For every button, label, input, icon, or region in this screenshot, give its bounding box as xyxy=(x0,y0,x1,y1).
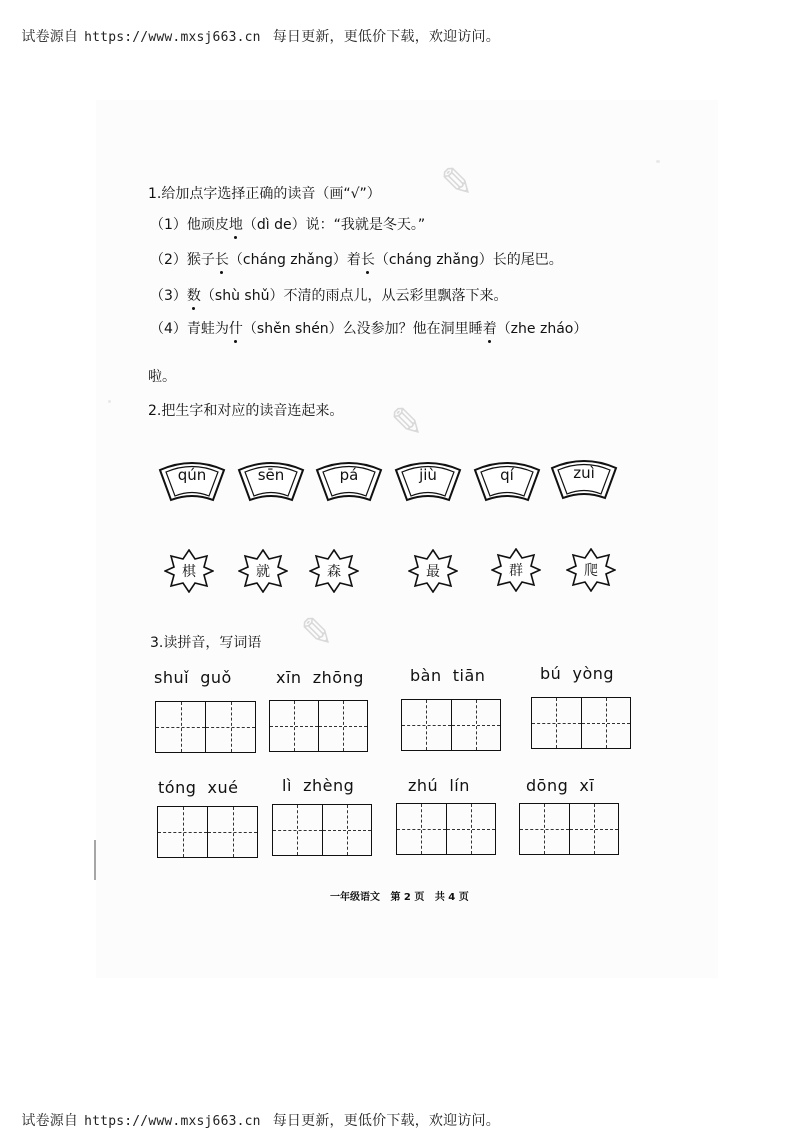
footer-banner xyxy=(12,1094,500,1130)
dotted-char: 长 xyxy=(214,252,229,268)
pinyin-card-label: qún xyxy=(177,466,207,484)
dotted-char: 着 xyxy=(482,321,497,337)
pinyin-label: lì zhèng xyxy=(282,776,355,795)
banner-slogan: 每日更新，更低价下载，欢迎访问。 xyxy=(272,29,500,45)
char-card[interactable] xyxy=(164,549,214,593)
dotted-char: 数 xyxy=(186,288,201,304)
pinyin-label: dōng xī xyxy=(526,776,595,795)
q2-title: 2.把生字和对应的读音连起来。 xyxy=(148,403,344,419)
char-card-label: 群 xyxy=(509,563,523,579)
pinyin-label: bú yòng xyxy=(540,664,615,683)
pinyin-card[interactable] xyxy=(314,458,384,502)
pinyin-card[interactable] xyxy=(393,458,463,502)
banner-source: 试卷源自 xyxy=(21,29,79,45)
pinyin-card-label: pá xyxy=(339,466,359,484)
char-card-label: 就 xyxy=(256,564,270,580)
writing-grid[interactable] xyxy=(157,806,258,858)
q1-item-3: （3）数（shù shǔ）不清的雨点儿，从云彩里飘落下来。 xyxy=(150,288,508,304)
writing-grid[interactable] xyxy=(519,803,619,855)
char-card-label: 爬 xyxy=(584,563,598,579)
q3-title: 3.读拼音，写词语 xyxy=(150,635,262,651)
q1-item-1: （1）他顽皮地（dì de）说：“我就是冬天。” xyxy=(150,217,426,233)
pinyin-card-label: qí xyxy=(500,466,514,484)
dotted-char: 长 xyxy=(360,252,375,268)
writing-grid[interactable] xyxy=(396,803,496,855)
pinyin-label: xīn zhōng xyxy=(276,668,364,687)
char-card[interactable] xyxy=(238,549,288,593)
page-footer: 一年级语文 第 2 页 共 4 页 xyxy=(330,892,469,903)
pinyin-label: shuǐ guǒ xyxy=(154,668,232,687)
pinyin-label: zhú lín xyxy=(408,776,470,795)
writing-grid[interactable] xyxy=(531,697,631,749)
pinyin-card-label: jiù xyxy=(419,466,437,484)
char-card-label: 森 xyxy=(327,564,341,580)
writing-grid[interactable] xyxy=(401,699,501,751)
pinyin-card[interactable] xyxy=(549,456,619,500)
pinyin-label: tóng xué xyxy=(158,778,239,797)
banner-url[interactable]: https://www.mxsj663.cn xyxy=(84,30,261,45)
writing-grid[interactable] xyxy=(269,700,368,752)
ink-smudge: ✎ xyxy=(390,400,424,446)
char-card[interactable] xyxy=(566,548,616,592)
pinyin-card[interactable] xyxy=(472,458,542,502)
ink-smudge: ✎ xyxy=(440,160,474,206)
char-card[interactable] xyxy=(408,549,458,593)
pinyin-card[interactable] xyxy=(236,458,306,502)
pinyin-label: bàn tiān xyxy=(410,666,486,685)
pinyin-card-label: sēn xyxy=(257,466,285,484)
dotted-char: 地 xyxy=(228,217,243,233)
pinyin-card[interactable] xyxy=(157,458,227,502)
banner-slogan: 每日更新，更低价下载，欢迎访问。 xyxy=(272,1113,500,1129)
writing-grid[interactable] xyxy=(155,701,256,753)
char-card-label: 最 xyxy=(426,564,440,580)
banner-source: 试卷源自 xyxy=(21,1113,79,1129)
pinyin-card-label: zuì xyxy=(573,464,595,482)
q1-item-4: （4）青蛙为什（shěn shén）么没参加？他在洞里睡着（zhe zháo） xyxy=(150,321,588,337)
writing-grid[interactable] xyxy=(272,804,372,856)
q1-item-2: （2）猴子长（cháng zhǎng）着长（cháng zhǎng）长的尾巴。 xyxy=(150,252,563,268)
char-card[interactable] xyxy=(491,548,541,592)
ink-smudge: ✎ xyxy=(300,610,334,656)
char-card[interactable] xyxy=(309,549,359,593)
header-banner xyxy=(12,10,500,46)
dotted-char: 什 xyxy=(228,321,243,337)
banner-url[interactable]: https://www.mxsj663.cn xyxy=(84,1114,261,1129)
char-card-label: 棋 xyxy=(182,564,196,580)
q1-item-5: 啦。 xyxy=(148,369,176,385)
q1-title: 1.给加点字选择正确的读音（画“√”） xyxy=(148,186,381,202)
